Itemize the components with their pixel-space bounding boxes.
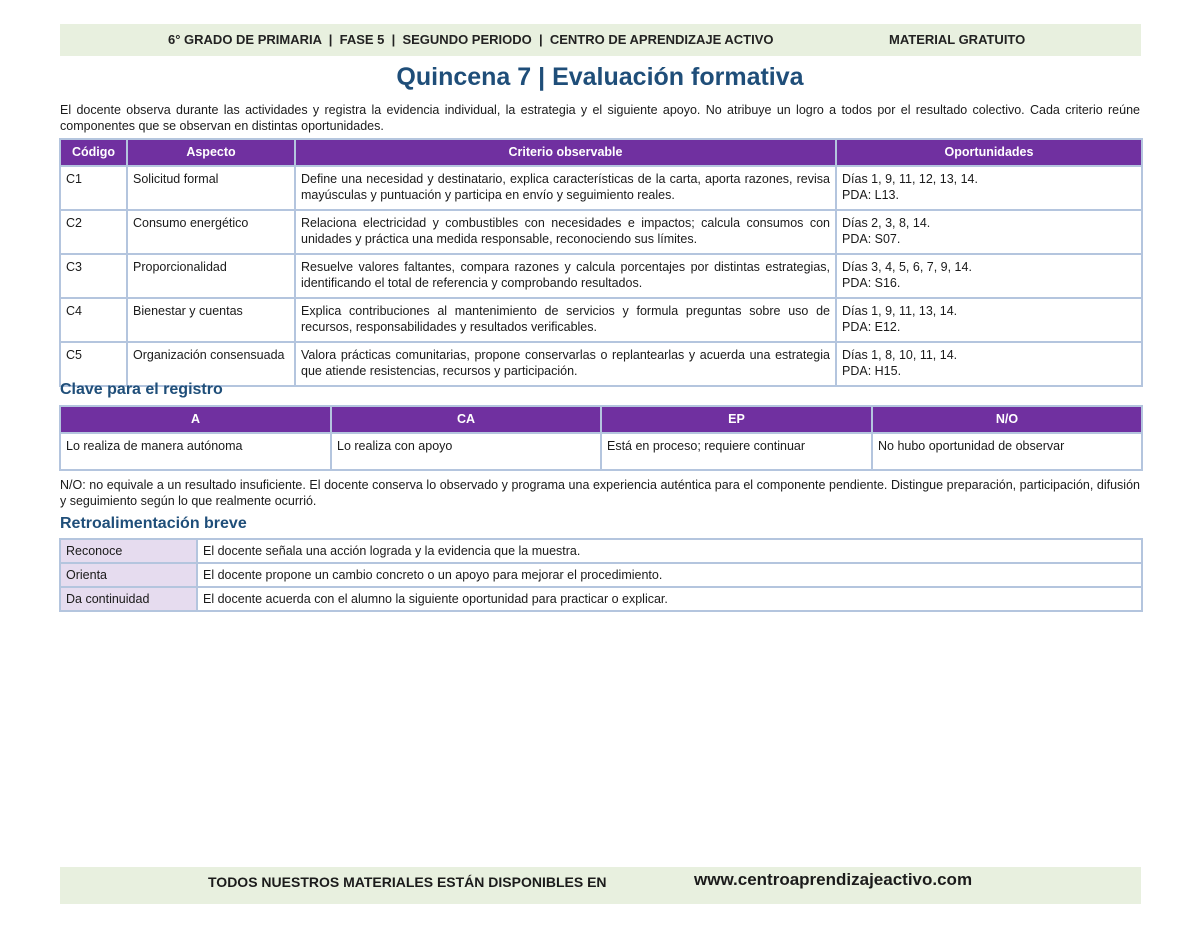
- section-heading-retro: Retroalimentación breve: [60, 515, 247, 532]
- criterion-aspect: Proporcionalidad: [127, 254, 295, 298]
- pda-text: PDA: H15.: [842, 364, 902, 378]
- col-header-no: N/O: [872, 406, 1142, 433]
- pda-text: PDA: E12.: [842, 320, 901, 334]
- clave-table: [59, 405, 1143, 471]
- table-row: [60, 166, 1142, 210]
- days-text: Días 3, 4, 5, 6, 7, 9, 14.: [842, 260, 972, 274]
- criteria-header-row: [60, 139, 1142, 166]
- table-row: [60, 539, 1142, 563]
- criterion-code: C5: [60, 342, 127, 386]
- table-row: [60, 563, 1142, 587]
- criterion-code: C3: [60, 254, 127, 298]
- days-text: Días 1, 8, 10, 11, 14.: [842, 348, 958, 362]
- pda-text: PDA: S07.: [842, 232, 901, 246]
- table-row: [60, 433, 1142, 470]
- intro-paragraph: El docente observa durante las actividades y registra la evidencia individual, la estrategia y el siguiente apoyo. No atribuye un logro a todos por el resultado colectivo. Cada criterio reúne componentes que se observan en distintas oportunidades.: [60, 103, 1140, 133]
- criterion-aspect: Solicitud formal: [127, 166, 295, 210]
- clave-header-row: [60, 406, 1142, 433]
- col-header-opportunities: Oportunidades: [836, 139, 1142, 166]
- col-header-code: Código: [60, 139, 127, 166]
- criterion-text: Relaciona electricidad y combustibles con necesidades e impactos; calcula consumos con unidades y práctica una medida responsable, reconociendo sus límites.: [295, 210, 836, 254]
- col-header-criterion: Criterio observable: [295, 139, 836, 166]
- section-heading-clave: Clave para el registro: [60, 381, 223, 398]
- criterion-opportunities: [836, 254, 1142, 298]
- table-row: [60, 254, 1142, 298]
- criterion-code: C2: [60, 210, 127, 254]
- criterion-text: Define una necesidad y destinatario, explica características de la carta, aporta razones, revisa mayúsculas y puntuación y participa en envío y seguimiento reales.: [295, 166, 836, 210]
- feedback-key: Da continuidad: [60, 587, 197, 611]
- col-header-ep: EP: [601, 406, 872, 433]
- criterion-opportunities: [836, 342, 1142, 386]
- days-text: Días 2, 3, 8, 14.: [842, 216, 931, 230]
- feedback-text: El docente propone un cambio concreto o un apoyo para mejorar el procedimiento.: [197, 563, 1142, 587]
- criterion-aspect: Consumo energético: [127, 210, 295, 254]
- table-row: [60, 298, 1142, 342]
- header-free-label: MATERIAL GRATUITO: [889, 32, 1026, 47]
- criterion-aspect: Bienestar y cuentas: [127, 298, 295, 342]
- footer-band: [60, 867, 1141, 904]
- clave-cell: Lo realiza de manera autónoma: [60, 433, 331, 470]
- criterion-aspect: Organización consensuada: [127, 342, 295, 386]
- days-text: Días 1, 9, 11, 12, 13, 14.: [842, 172, 978, 186]
- criterion-text: Resuelve valores faltantes, compara razones y calcula porcentajes por distintas estrategias, identificando el total de referencia y comprobando resultados.: [295, 254, 836, 298]
- criterion-opportunities: [836, 166, 1142, 210]
- criterion-text: Explica contribuciones al mantenimiento de servicios y formula preguntas sobre uso de recursos, responsabilidades y resultados verificables.: [295, 298, 836, 342]
- pda-text: PDA: L13.: [842, 188, 899, 202]
- feedback-text: El docente acuerda con el alumno la siguiente oportunidad para practicar o explicar.: [197, 587, 1142, 611]
- table-row: [60, 587, 1142, 611]
- col-header-a: A: [60, 406, 331, 433]
- clave-cell: Lo realiza con apoyo: [331, 433, 601, 470]
- feedback-key: Reconoce: [60, 539, 197, 563]
- criterion-code: C4: [60, 298, 127, 342]
- note-paragraph: N/O: no equivale a un resultado insuficiente. El docente conserva lo observado y programa una experiencia auténtica para el componente pendiente. Distingue preparación, participación, difusión y seguimiento según lo que realmente ocurrió.: [60, 478, 1140, 508]
- page-title: Quincena 7 | Evaluación formativa: [396, 63, 804, 91]
- table-row: [60, 210, 1142, 254]
- days-text: Días 1, 9, 11, 13, 14.: [842, 304, 958, 318]
- clave-cell: No hubo oportunidad de observar: [872, 433, 1142, 470]
- criterion-opportunities: [836, 210, 1142, 254]
- criterion-text: Valora prácticas comunitarias, propone conservarlas o replantearlas y acuerda una estrategia que atiende resistencias, recursos y participación.: [295, 342, 836, 386]
- feedback-text: El docente señala una acción lograda y la evidencia que la muestra.: [197, 539, 1142, 563]
- feedback-key: Orienta: [60, 563, 197, 587]
- criterion-opportunities: [836, 298, 1142, 342]
- footer-url: www.centroaprendizajeactivo.com: [694, 870, 973, 889]
- header-band: [60, 24, 1141, 56]
- footer-label: TODOS NUESTROS MATERIALES ESTÁN DISPONIBLES EN: [208, 874, 607, 890]
- feedback-table: [59, 538, 1143, 612]
- col-header-ca: CA: [331, 406, 601, 433]
- col-header-aspect: Aspecto: [127, 139, 295, 166]
- criterion-code: C1: [60, 166, 127, 210]
- clave-cell: Está en proceso; requiere continuar: [601, 433, 872, 470]
- criteria-table: [59, 138, 1143, 387]
- header-info: 6° GRADO DE PRIMARIA | FASE 5 | SEGUNDO PERIODO | CENTRO DE APRENDIZAJE ACTIVO: [168, 32, 774, 47]
- pda-text: PDA: S16.: [842, 276, 901, 290]
